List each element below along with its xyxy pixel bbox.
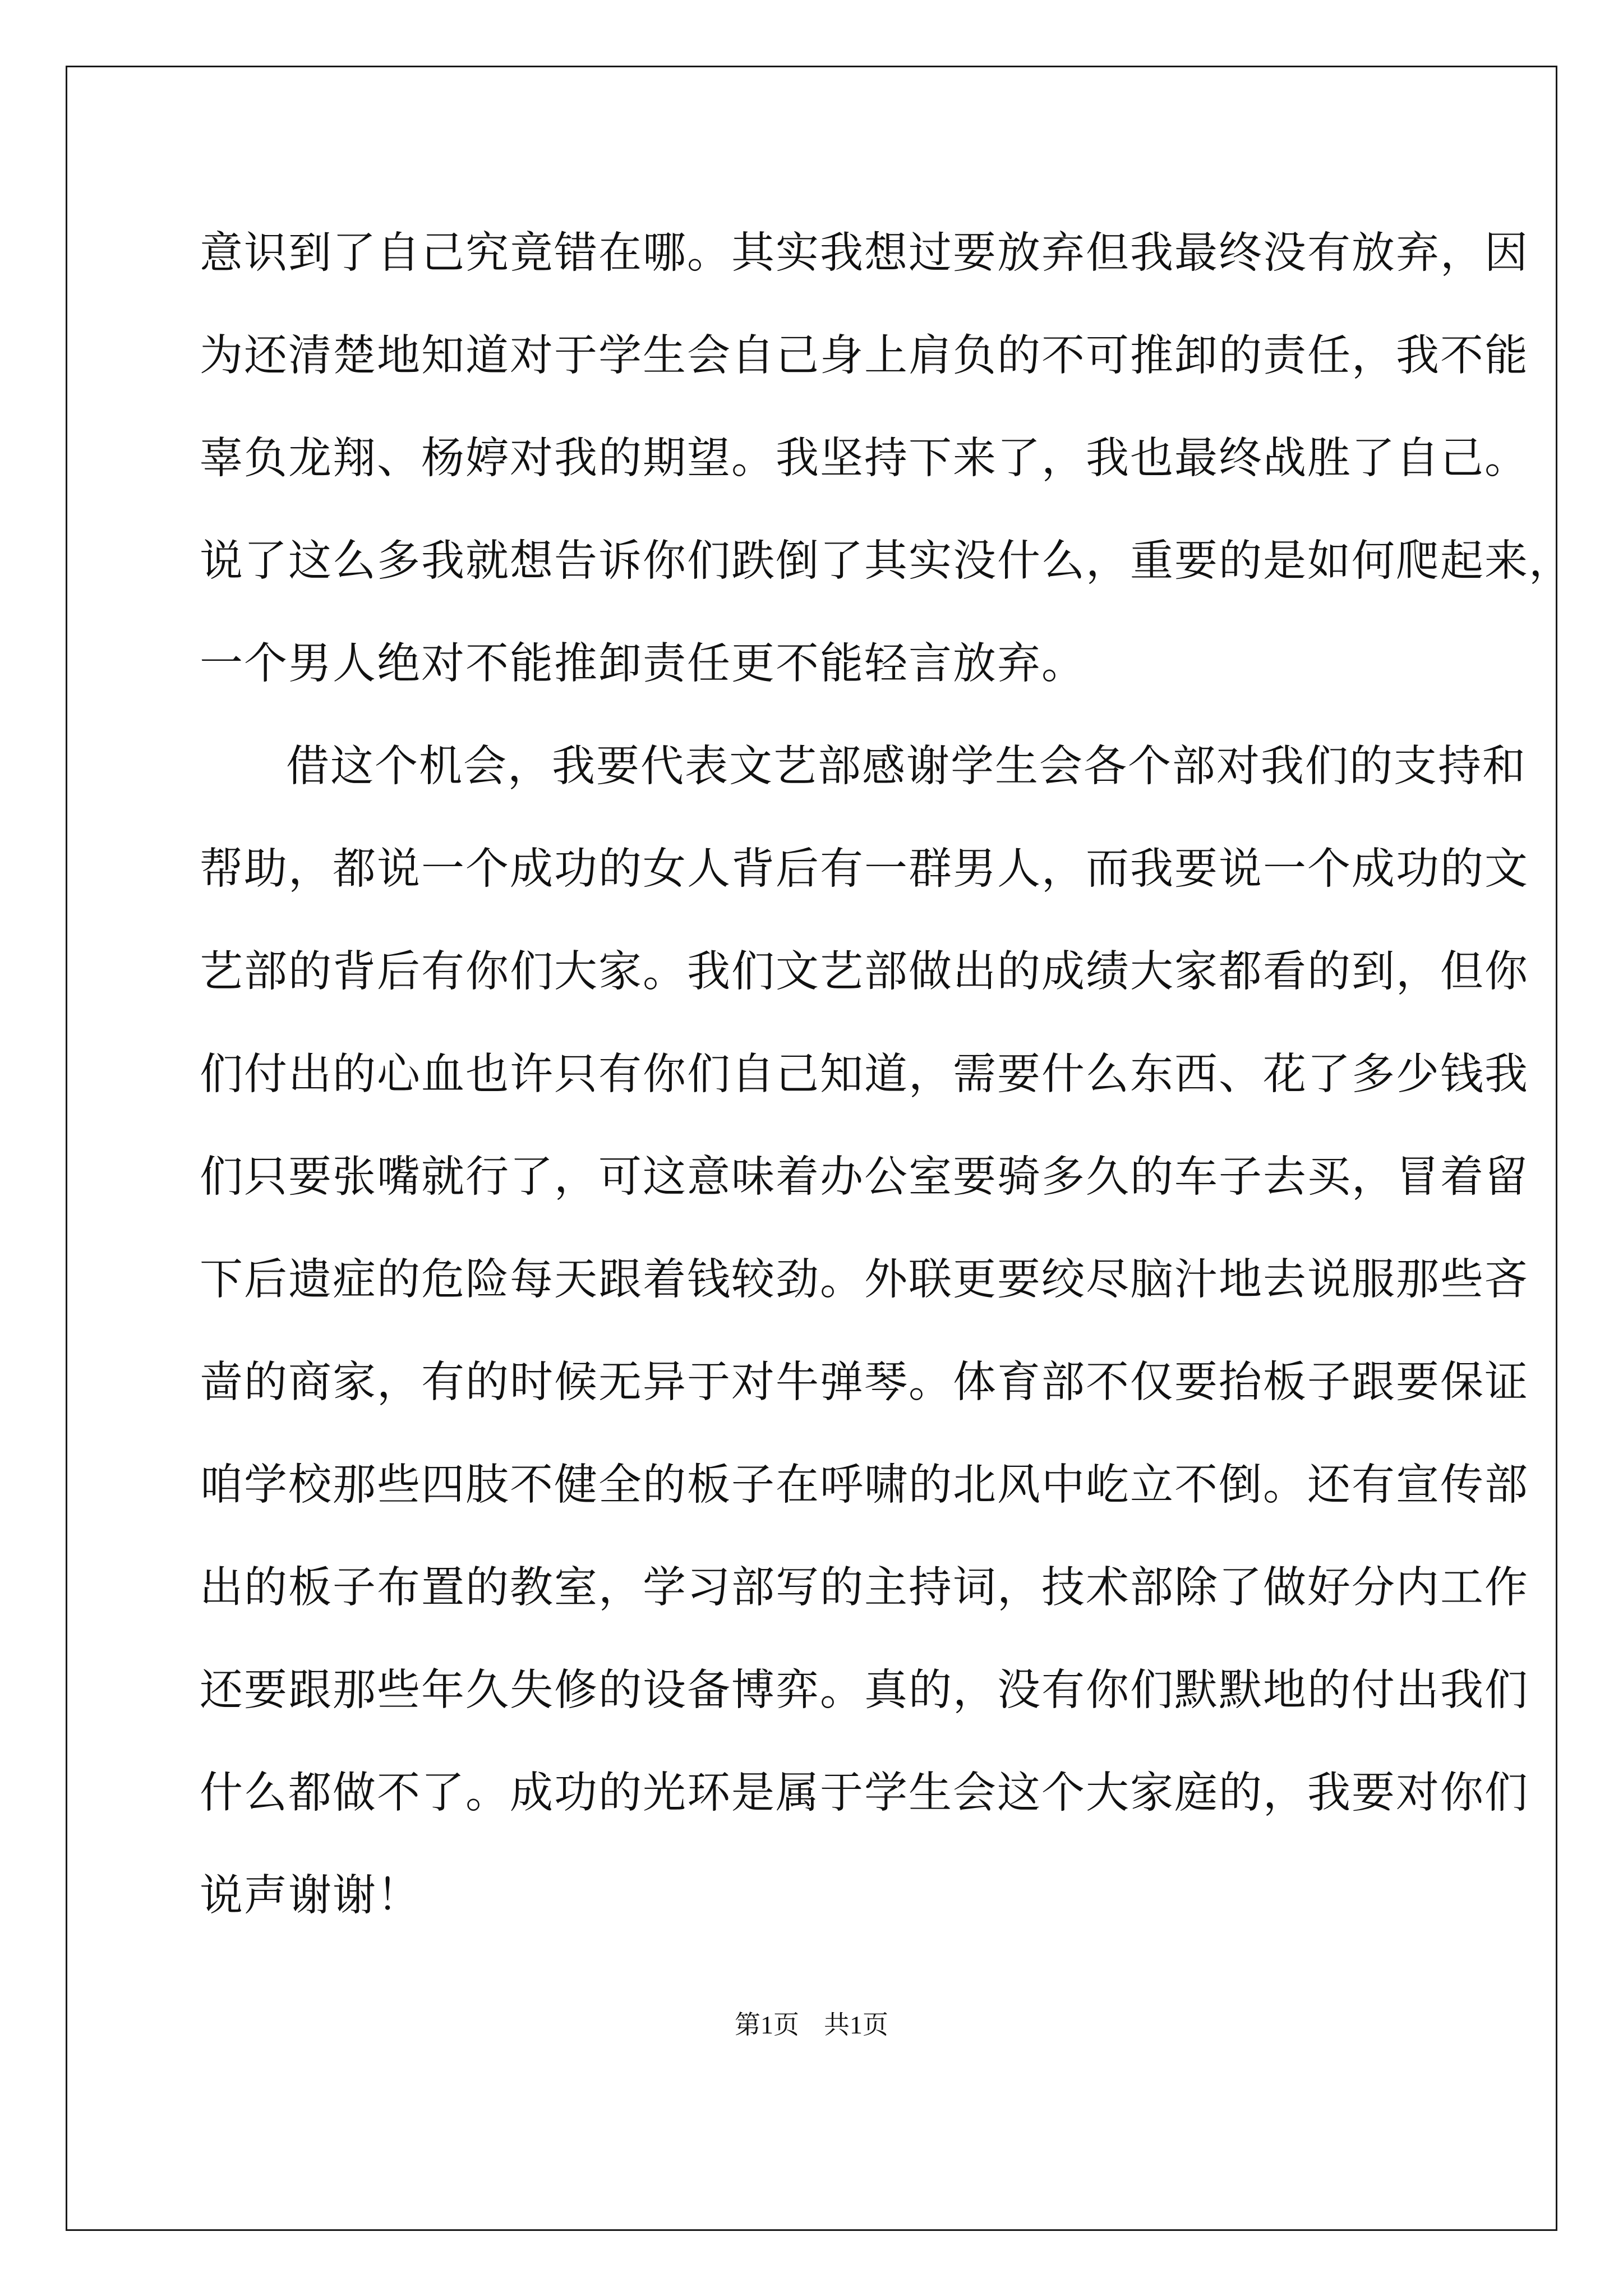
text-line: 意识到了自己究竟错在哪。其实我想过要放弃但我最终没有放弃，因 (200, 228, 1529, 278)
text-line: 啬的商家，有的时候无异于对牛弹琴。体育部不仅要抬板子跟要保证 (200, 1358, 1529, 1407)
text-line: 一个男人绝对不能推卸责任更不能轻言放弃。 (200, 639, 1086, 689)
text-line: 还要跟那些年久失修的设备博弈。真的，没有你们默默地的付出我们 (200, 1665, 1529, 1715)
page-total: 共1页 (824, 2010, 888, 2039)
text-line: 咱学校那些四肢不健全的板子在呼啸的北风中屹立不倒。还有宣传部 (200, 1460, 1529, 1510)
text-line: 出的板子布置的教室，学习部写的主持词，技术部除了做好分内工作 (200, 1563, 1529, 1613)
text-line: 为还清楚地知道对于学生会自己身上肩负的不可推卸的责任，我不能 (200, 331, 1529, 381)
page-footer (0, 2008, 1623, 2042)
text-line: 帮助，都说一个成功的女人背后有一群男人，而我要说一个成功的文 (200, 844, 1529, 894)
paragraph-first-line: 借这个机会，我要代表文艺部感谢学生会各个部对我们的支持和 (286, 742, 1527, 792)
text-line: 说声谢谢！ (200, 1871, 421, 1921)
text-line: 下后遗症的危险每天跟着钱较劲。外联更要绞尽脑汁地去说服那些吝 (200, 1255, 1529, 1305)
text-line: 们付出的心血也许只有你们自己知道，需要什么东西、花了多少钱我 (200, 1050, 1529, 1099)
text-line: 艺部的背后有你们大家。我们文艺部做出的成绩大家都看的到，但你 (200, 947, 1529, 997)
text-line: 辜负龙翔、杨婷对我的期望。我坚持下来了，我也最终战胜了自己。 (200, 434, 1529, 484)
text-line: 什么都做不了。成功的光环是属于学生会这个大家庭的，我要对你们 (200, 1768, 1529, 1818)
text-line: 说了这么多我就想告诉你们跌倒了其实没什么，重要的是如何爬起来， (200, 536, 1573, 586)
page-number: 第1页 (735, 2010, 799, 2039)
text-line: 们只要张嘴就行了，可这意味着办公室要骑多久的车子去买，冒着留 (200, 1152, 1529, 1202)
document-body (200, 202, 1573, 1947)
